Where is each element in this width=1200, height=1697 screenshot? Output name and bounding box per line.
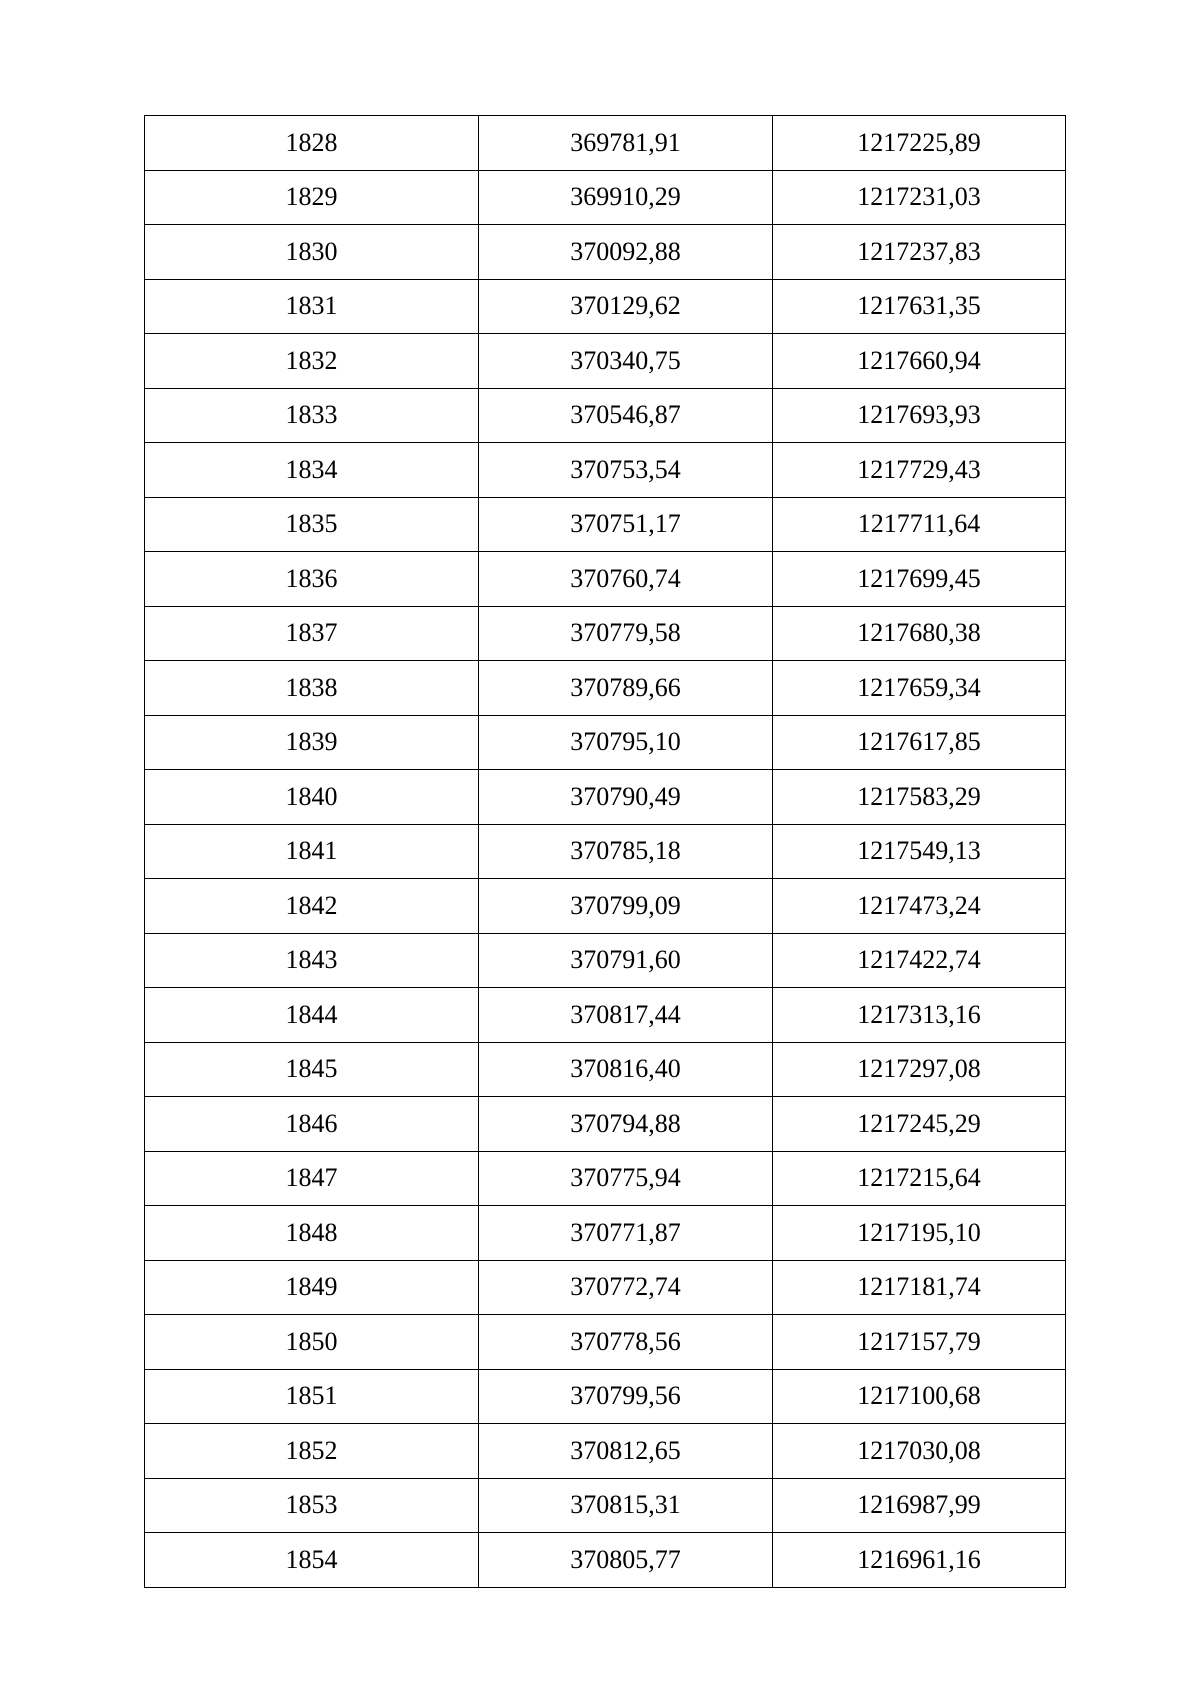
coordinates-table [144, 115, 1066, 1588]
y-coordinate-cell: 1217680,38 [773, 606, 1066, 661]
y-coordinate-cell: 1217225,89 [773, 116, 1066, 171]
table-row [145, 770, 1066, 825]
y-coordinate-cell: 1217030,08 [773, 1424, 1066, 1479]
x-coordinate-cell: 370790,49 [479, 770, 773, 825]
x-coordinate-cell: 370771,87 [479, 1206, 773, 1261]
point-number-cell: 1841 [145, 824, 479, 879]
point-number-cell: 1828 [145, 116, 479, 171]
x-coordinate-cell: 370815,31 [479, 1478, 773, 1533]
table-row [145, 1478, 1066, 1533]
x-coordinate-cell: 370816,40 [479, 1042, 773, 1097]
x-coordinate-cell: 370795,10 [479, 715, 773, 770]
table-row [145, 715, 1066, 770]
table-row [145, 606, 1066, 661]
point-number-cell: 1854 [145, 1533, 479, 1588]
x-coordinate-cell: 370340,75 [479, 334, 773, 389]
table-row [145, 1315, 1066, 1370]
table-row [145, 279, 1066, 334]
y-coordinate-cell: 1216961,16 [773, 1533, 1066, 1588]
x-coordinate-cell: 370775,94 [479, 1151, 773, 1206]
table-row [145, 443, 1066, 498]
y-coordinate-cell: 1217473,24 [773, 879, 1066, 934]
y-coordinate-cell: 1217100,68 [773, 1369, 1066, 1424]
y-coordinate-cell: 1217549,13 [773, 824, 1066, 879]
y-coordinate-cell: 1217245,29 [773, 1097, 1066, 1152]
point-number-cell: 1833 [145, 388, 479, 443]
x-coordinate-cell: 370789,66 [479, 661, 773, 716]
coordinates-table-body [145, 116, 1066, 1588]
x-coordinate-cell: 370817,44 [479, 988, 773, 1043]
point-number-cell: 1837 [145, 606, 479, 661]
y-coordinate-cell: 1217729,43 [773, 443, 1066, 498]
point-number-cell: 1848 [145, 1206, 479, 1261]
table-row [145, 388, 1066, 443]
table-row [145, 1424, 1066, 1479]
point-number-cell: 1836 [145, 552, 479, 607]
table-row [145, 170, 1066, 225]
x-coordinate-cell: 370799,56 [479, 1369, 773, 1424]
x-coordinate-cell: 370779,58 [479, 606, 773, 661]
x-coordinate-cell: 370805,77 [479, 1533, 773, 1588]
y-coordinate-cell: 1217422,74 [773, 933, 1066, 988]
table-row [145, 1260, 1066, 1315]
x-coordinate-cell: 369781,91 [479, 116, 773, 171]
x-coordinate-cell: 370791,60 [479, 933, 773, 988]
point-number-cell: 1847 [145, 1151, 479, 1206]
point-number-cell: 1831 [145, 279, 479, 334]
table-row [145, 1533, 1066, 1588]
x-coordinate-cell: 370772,74 [479, 1260, 773, 1315]
point-number-cell: 1830 [145, 225, 479, 280]
point-number-cell: 1844 [145, 988, 479, 1043]
table-row [145, 879, 1066, 934]
y-coordinate-cell: 1217699,45 [773, 552, 1066, 607]
point-number-cell: 1850 [145, 1315, 479, 1370]
table-row [145, 988, 1066, 1043]
x-coordinate-cell: 369910,29 [479, 170, 773, 225]
y-coordinate-cell: 1217617,85 [773, 715, 1066, 770]
y-coordinate-cell: 1217231,03 [773, 170, 1066, 225]
y-coordinate-cell: 1217711,64 [773, 497, 1066, 552]
x-coordinate-cell: 370546,87 [479, 388, 773, 443]
point-number-cell: 1852 [145, 1424, 479, 1479]
x-coordinate-cell: 370092,88 [479, 225, 773, 280]
point-number-cell: 1845 [145, 1042, 479, 1097]
point-number-cell: 1842 [145, 879, 479, 934]
table-row [145, 225, 1066, 280]
x-coordinate-cell: 370129,62 [479, 279, 773, 334]
point-number-cell: 1846 [145, 1097, 479, 1152]
table-row [145, 661, 1066, 716]
point-number-cell: 1835 [145, 497, 479, 552]
table-row [145, 1369, 1066, 1424]
point-number-cell: 1853 [145, 1478, 479, 1533]
point-number-cell: 1834 [145, 443, 479, 498]
table-row [145, 1151, 1066, 1206]
x-coordinate-cell: 370753,54 [479, 443, 773, 498]
x-coordinate-cell: 370812,65 [479, 1424, 773, 1479]
x-coordinate-cell: 370778,56 [479, 1315, 773, 1370]
y-coordinate-cell: 1217631,35 [773, 279, 1066, 334]
table-row [145, 1097, 1066, 1152]
y-coordinate-cell: 1217659,34 [773, 661, 1066, 716]
y-coordinate-cell: 1217157,79 [773, 1315, 1066, 1370]
y-coordinate-cell: 1217297,08 [773, 1042, 1066, 1097]
table-row [145, 933, 1066, 988]
y-coordinate-cell: 1217313,16 [773, 988, 1066, 1043]
x-coordinate-cell: 370751,17 [479, 497, 773, 552]
y-coordinate-cell: 1217195,10 [773, 1206, 1066, 1261]
table-row [145, 116, 1066, 171]
point-number-cell: 1838 [145, 661, 479, 716]
y-coordinate-cell: 1217215,64 [773, 1151, 1066, 1206]
table-row [145, 824, 1066, 879]
y-coordinate-cell: 1217237,83 [773, 225, 1066, 280]
table-row [145, 552, 1066, 607]
point-number-cell: 1839 [145, 715, 479, 770]
x-coordinate-cell: 370794,88 [479, 1097, 773, 1152]
table-row [145, 1042, 1066, 1097]
point-number-cell: 1849 [145, 1260, 479, 1315]
point-number-cell: 1832 [145, 334, 479, 389]
y-coordinate-cell: 1216987,99 [773, 1478, 1066, 1533]
y-coordinate-cell: 1217181,74 [773, 1260, 1066, 1315]
point-number-cell: 1843 [145, 933, 479, 988]
x-coordinate-cell: 370799,09 [479, 879, 773, 934]
table-row [145, 1206, 1066, 1261]
point-number-cell: 1840 [145, 770, 479, 825]
point-number-cell: 1829 [145, 170, 479, 225]
x-coordinate-cell: 370760,74 [479, 552, 773, 607]
y-coordinate-cell: 1217660,94 [773, 334, 1066, 389]
x-coordinate-cell: 370785,18 [479, 824, 773, 879]
y-coordinate-cell: 1217583,29 [773, 770, 1066, 825]
y-coordinate-cell: 1217693,93 [773, 388, 1066, 443]
table-row [145, 497, 1066, 552]
table-row [145, 334, 1066, 389]
point-number-cell: 1851 [145, 1369, 479, 1424]
